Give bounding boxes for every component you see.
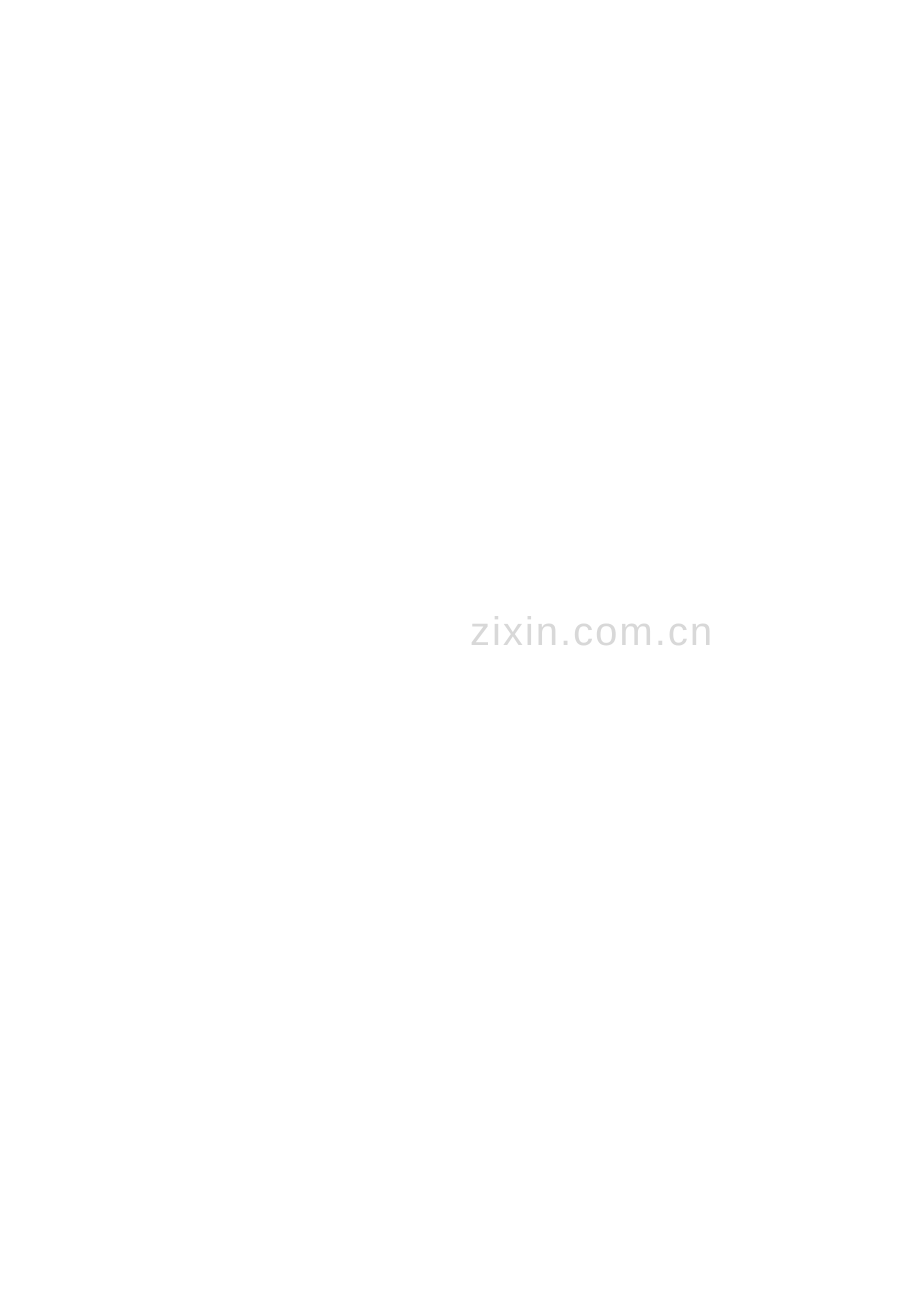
watermark: zixin.com.cn	[470, 610, 715, 654]
